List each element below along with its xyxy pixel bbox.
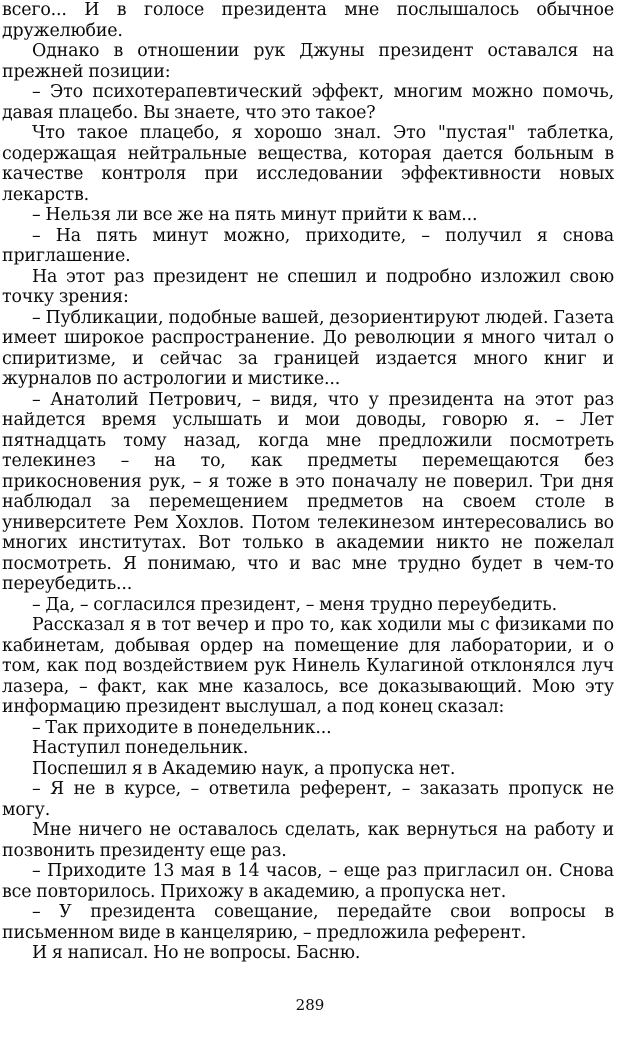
paragraph: Мне ничего не оставалось сделать, как вернуться на работу и позвонить президенту еще раз.: [2, 820, 614, 861]
page-number: 289: [295, 996, 325, 1014]
paragraph: Наступил понедельник.: [32, 738, 249, 758]
body-text: [2, 0, 614, 964]
paragraph: – Приходите 13 мая в 14 часов, – еще раз пригласил он. Снова все повторилось. Прихожу в академию, а пропуска нет.: [2, 861, 614, 902]
paragraph: – Я не в курсе, – ответила референт, – заказать пропуск не могу.: [2, 779, 614, 820]
paragraph: Что такое плацебо, я хорошо знал. Это "пустая" таблетка, содержащая нейтральные вещества, которая дается больным в качестве контроля при исследовании эффективности новых лекарств.: [2, 123, 614, 205]
paragraph: – Да, – согласился президент, – меня трудно переубедить.: [32, 594, 557, 615]
paragraph: – Это психотерапевтический эффект, многим можно помочь, давая плацебо. Вы знаете, что это такое?: [2, 82, 614, 123]
paragraph: – Так приходите в понедельник...: [32, 717, 332, 738]
paragraph: – У президента совещание, передайте свои вопросы в письменном виде в канцелярию, – предложила референт.: [2, 902, 614, 943]
paragraph: – На пять минут можно, приходите, – получил я снова приглашение.: [2, 225, 614, 266]
paragraph: Поспешил я в Академию наук, а пропуска нет.: [32, 758, 456, 779]
paragraph: – Анатолий Петрович, – видя, что у президента на этот раз найдется время услышать и мои доводы, говорю я. – Лет пятнадцать тому назад, когда мне предложили посмотреть телекинез – на то, как предметы перемещаются без прикосновения рук, – я тоже в это поначалу не поверил. Три дня наблюдал за перемещением предметов на своем столе в университете Рем Хохлов. Потом телекинезом интересовались во многих институтах. Вот только в академии никто не пожелал посмотреть. Я понимаю, что и вас мне трудно будет в чем-то переубедить...: [2, 389, 614, 594]
paragraph: – Нельзя ли все же на пять минут прийти к вам...: [32, 205, 478, 225]
paragraph: Однако в отношении рук Джуны президент оставался на прежней позиции:: [2, 41, 614, 82]
paragraph: И я написал. Но не вопросы. Басню.: [32, 943, 361, 963]
paragraph: Рассказал я в тот вечер и про то, как ходили мы с физиками по кабинетам, добывая ордер на помещение для лаборатории, и о том, как под воздействием рук Нинель Кулагиной отклонялся луч лазера, – факт, как мне казалось, все доказывающий. Мою эту информацию президент выслушал, а под конец сказал:: [2, 615, 614, 717]
paragraph: – Публикации, подобные вашей, дезориентируют людей. Газета имеет широкое распространение. До революции я много читал о спиритизме, и сейчас за границей издается много книг и журналов по астрологии и мистике...: [2, 307, 614, 389]
paragraph: всего... И в голосе президента мне послышалось обычное дружелюбие.: [2, 0, 614, 41]
paragraph: На этот раз президент не спешил и подробно изложил свою точку зрения:: [2, 266, 614, 307]
